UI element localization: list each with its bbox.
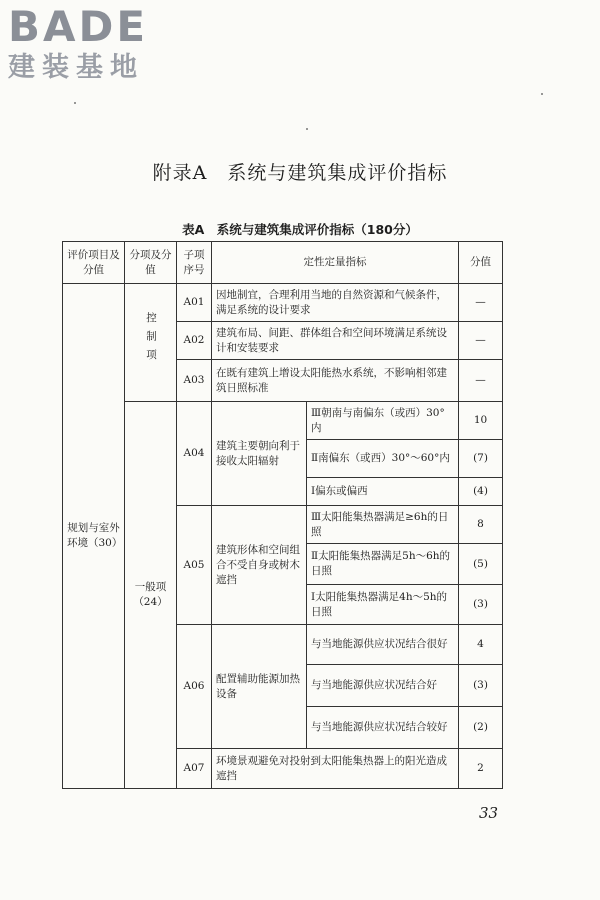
item-text: 因地制宜，合理利用当地的自然资源和气候条件，满足系统的设计要求 (212, 284, 459, 322)
logo-subtitle: 建装基地 (8, 52, 144, 83)
level-text: 与当地能源供应状况结合较好 (307, 707, 459, 749)
level-text: Ⅱ南偏东（或西）30°～60°内 (307, 440, 459, 478)
logo-mark: BADE (8, 2, 149, 51)
item-id: A02 (177, 322, 212, 360)
control-group-cell: 控制项 (125, 284, 177, 402)
item-id: A05 (177, 506, 212, 625)
item-id: A07 (177, 749, 212, 789)
bade-logo (8, 4, 178, 84)
general-group-cell: 一般项（24） (125, 402, 177, 789)
item-text: 建筑布局、间距、群体组合和空间环境满足系统设计和安装要求 (212, 322, 459, 360)
level-score: 8 (459, 506, 503, 544)
item-text: 环境景观避免对投射到太阳能集热器上的阳光造成遮挡 (212, 749, 459, 789)
speck (74, 102, 76, 104)
level-text: Ⅰ偏东或偏西 (307, 478, 459, 506)
item-score: 2 (459, 749, 503, 789)
level-text: Ⅲ太阳能集热器满足≥6h的日照 (307, 506, 459, 544)
level-text: Ⅲ朝南与南偏东（或西）30°内 (307, 402, 459, 440)
level-score: (5) (459, 544, 503, 585)
level-text: Ⅱ太阳能集热器满足5h～6h的日照 (307, 544, 459, 585)
category-cell: 规划与室外环境（30） (63, 284, 125, 789)
item-score: — (459, 322, 503, 360)
header-score: 分值 (459, 242, 503, 284)
level-score: (3) (459, 585, 503, 625)
header-indicator: 定性定量指标 (212, 242, 459, 284)
item-criterion: 配置辅助能源加热设备 (212, 625, 307, 749)
header-item-number: 子项序号 (177, 242, 212, 284)
item-score: — (459, 284, 503, 322)
level-score: (4) (459, 478, 503, 506)
level-text: 与当地能源供应状况结合很好 (307, 625, 459, 665)
table-header-row (63, 242, 503, 284)
header-evaluation-item: 评价项目及分值 (63, 242, 125, 284)
header-sub-item: 分项及分值 (125, 242, 177, 284)
speck (541, 93, 543, 95)
level-text: 与当地能源供应状况结合好 (307, 665, 459, 707)
speck (306, 128, 308, 130)
table-row (63, 402, 503, 440)
table-row (63, 284, 503, 322)
table-caption: 表A 系统与建筑集成评价指标（180分） (182, 222, 418, 237)
item-criterion: 建筑形体和空间组合不受自身或树木遮挡 (212, 506, 307, 625)
item-id: A06 (177, 625, 212, 749)
level-score: 4 (459, 625, 503, 665)
level-score: (3) (459, 665, 503, 707)
item-score: — (459, 360, 503, 402)
evaluation-table (62, 241, 503, 789)
level-score: 10 (459, 402, 503, 440)
item-text: 在既有建筑上增设太阳能热水系统，不影响相邻建筑日照标准 (212, 360, 459, 402)
item-id: A01 (177, 284, 212, 322)
item-id: A04 (177, 402, 212, 506)
level-score: (7) (459, 440, 503, 478)
level-score: (2) (459, 707, 503, 749)
item-criterion: 建筑主要朝向利于接收太阳辐射 (212, 402, 307, 506)
item-id: A03 (177, 360, 212, 402)
level-text: Ⅰ太阳能集热器满足4h～5h的日照 (307, 585, 459, 625)
appendix-heading: 附录A 系统与建筑集成评价指标 (152, 162, 448, 184)
page-number: 33 (479, 804, 499, 822)
